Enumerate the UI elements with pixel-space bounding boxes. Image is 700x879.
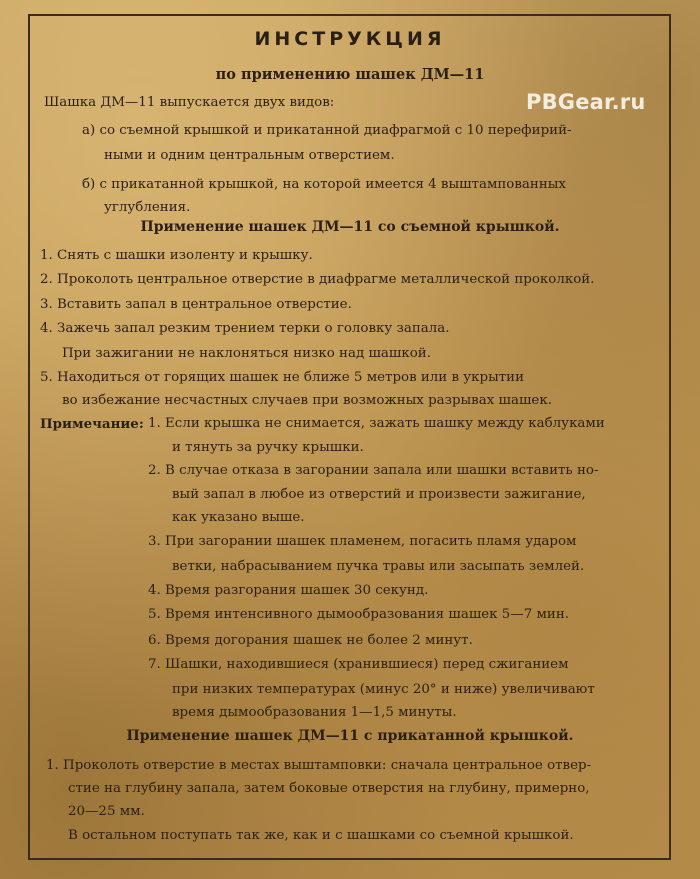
intro-variant-a-cont: ными и одним центральным отверстием. (104, 148, 395, 163)
note-line: время дымообразования 1—1,5 минуты. (172, 705, 457, 720)
step-line: 2. Проколоть центральное отверстие в диафрагме металлической проколкой. (40, 272, 595, 287)
note-line: 7. Шашки, находившиеся (хранившиеся) перед сжиганием (148, 657, 569, 672)
intro-variant-b: б) с прикатанной крышкой, на которой имеется 4 выштампованных (82, 177, 566, 192)
note-line: как указано выше. (172, 510, 305, 525)
page-subtitle: по применению шашек ДМ—11 (215, 66, 485, 83)
step-line: 20—25 мм. (68, 804, 145, 819)
step-line: 4. Зажечь запал резким трением терки о головку запала. (40, 321, 450, 336)
step-line: При зажигании не наклоняться низко над шашкой. (62, 346, 431, 361)
note-label: Примечание: (40, 416, 144, 432)
note-line: 4. Время разгорания шашек 30 секунд. (148, 583, 429, 598)
note-line: 2. В случае отказа в загорании запала или шашки вставить но- (148, 463, 599, 478)
step-line: во избежание несчастных случаев при возможных разрывах шашек. (62, 393, 552, 408)
note-line: при низких температурах (минус 20° и ниже) увеличивают (172, 682, 595, 697)
note-line: ветки, набрасыванием пучка травы или засыпать землей. (172, 559, 585, 574)
page-title: ИНСТРУКЦИЯ (254, 28, 446, 50)
section-heading-removable-cap: Применение шашек ДМ—11 со съемной крышкой. (140, 219, 560, 235)
step-line: 3. Вставить запал в центральное отверстие. (40, 297, 352, 312)
step-line: 5. Находиться от горящих шашек не ближе 5 метров или в укрытии (40, 370, 525, 385)
intro-variant-b-cont: углубления. (104, 200, 191, 215)
note-line: и тянуть за ручку крышки. (172, 440, 364, 455)
note-line: вый запал в любое из отверстий и произвести зажигание, (172, 487, 586, 502)
note-line: 6. Время догорания шашек не более 2 минут. (148, 633, 473, 648)
intro-line: Шашка ДМ—11 выпускается двух видов: (44, 95, 335, 110)
note-line: 5. Время интенсивного дымообразования шашек 5—7 мин. (148, 607, 570, 622)
note-line: 1. Если крышка не снимается, зажать шашку между каблуками (148, 416, 605, 431)
section-heading-rolled-cap: Применение шашек ДМ—11 с прикатанной крышкой. (126, 728, 574, 744)
intro-variant-a: а) со съемной крышкой и прикатанной диафрагмой с 10 перефирий- (82, 123, 572, 138)
step-line: В остальном поступать так же, как и с шашками со съемной крышкой. (68, 828, 574, 843)
step-line: 1. Снять с шашки изоленту и крышку. (40, 248, 313, 263)
note-line: 3. При загорании шашек пламенем, погасить пламя ударом (148, 534, 577, 549)
step-line: стие на глубину запала, затем боковые отверстия на глубину, примерно, (68, 781, 590, 796)
watermark: PBGear.ru (526, 90, 646, 114)
step-line: 1. Проколоть отверстие в местах выштамповки: сначала центральное отвер- (46, 758, 592, 773)
